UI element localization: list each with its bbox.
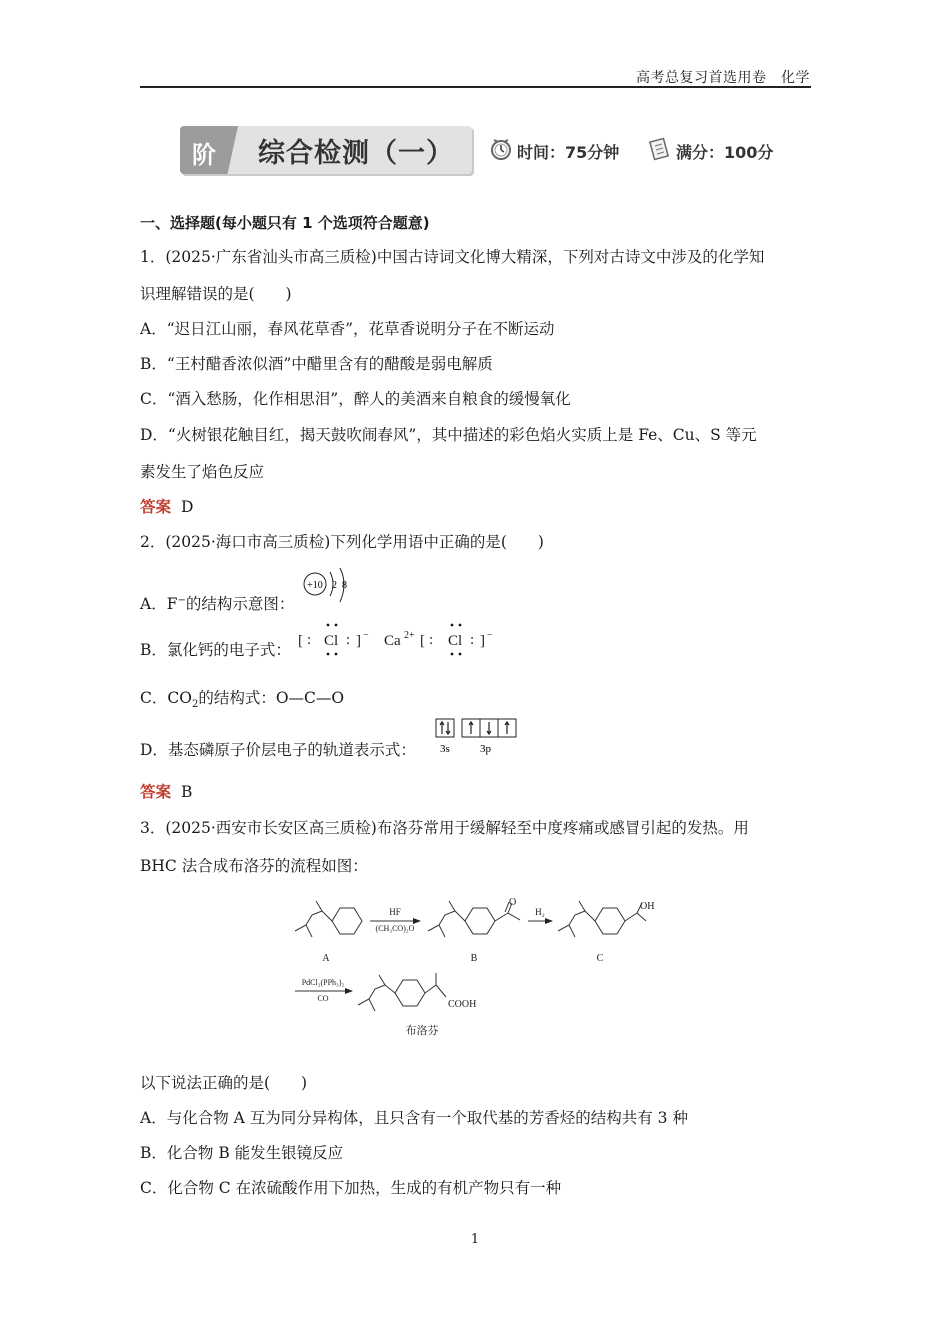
orbital-label-3p: 3p xyxy=(480,743,491,755)
svg-text:]: ] xyxy=(356,633,361,649)
svg-text:]: ] xyxy=(480,633,485,649)
chlorine-symbol-2: Cl xyxy=(448,633,463,649)
chloride-charge-2: − xyxy=(487,630,493,641)
compound-label-ibuprofen: 布洛芬 xyxy=(405,1025,439,1037)
q1-option-c: C．“酒入愁肠，化作相思泪”，醉人的美酒来自粮食的缓慢氧化 xyxy=(140,390,571,408)
q2-option-a: A．F−的结构示意图： xyxy=(140,595,295,614)
full-score: 满分：100分 xyxy=(676,143,774,162)
compound-label-a: A xyxy=(322,953,330,964)
svg-text::: : xyxy=(346,632,351,648)
shell-2-count: 8 xyxy=(342,580,347,591)
q2-option-d-label: D．基态磷原子价层电子的轨道表示式： xyxy=(140,741,416,759)
reagent-co: CO xyxy=(317,994,329,1003)
score-sheet-icon xyxy=(648,137,672,163)
q1-option-b: B．“王村醋香浓似酒”中醋里含有的醋酸是弱电解质 xyxy=(140,355,493,373)
compound-label-c: C xyxy=(596,953,604,964)
calcium-symbol: Ca xyxy=(384,633,401,649)
carboxyl-group: COOH xyxy=(448,999,477,1010)
q1-option-d-line1: D．“火树银花触目红，揭天鼓吹闹春风”，其中描述的彩色焰火实质上是 Fe、Cu、S 等元 xyxy=(140,426,757,444)
phosphorus-orbital-diagram xyxy=(434,717,518,757)
compound-label-b: B xyxy=(470,953,478,964)
svg-text:[: [ xyxy=(420,633,425,649)
q2-answer xyxy=(140,782,192,802)
banner-badge-mark: 阶 xyxy=(192,141,213,169)
svg-text:[: [ xyxy=(298,633,303,649)
q3-prompt: 以下说法正确的是( ) xyxy=(140,1074,308,1092)
calcium-chloride-electron-formula xyxy=(296,620,516,660)
q1-answer xyxy=(140,497,193,517)
page-title: 综合检测（一） xyxy=(258,138,454,169)
ibuprofen-synthesis-scheme xyxy=(290,893,670,1043)
q3-option-b: B．化合物 B 能发生银镜反应 xyxy=(140,1144,344,1162)
chloride-charge-1: − xyxy=(363,630,369,641)
chlorine-symbol-1: Cl xyxy=(324,633,339,649)
reagent-pd-catalyst: PdCl₂(PPh₃)₂ xyxy=(301,978,345,987)
ketone-oxygen: O xyxy=(509,897,517,908)
hydroxyl-group: OH xyxy=(640,901,655,912)
q1-stem-line2: 识理解错误的是( ) xyxy=(140,285,292,303)
svg-text::: : xyxy=(429,632,434,648)
q1-option-d-line2: 素发生了焰色反应 xyxy=(140,463,265,481)
q2-option-b-label: B．氯化钙的电子式： xyxy=(140,641,291,659)
q3-option-a: A．与化合物 A 互为同分异构体，且只含有一个取代基的芳香烃的结构共有 3 种 xyxy=(140,1109,688,1127)
reagent-acetic-anhydride: (CH₃CO)₂O xyxy=(375,924,415,933)
running-header: 高考总复习首选用卷 化学 xyxy=(636,70,810,86)
q1-stem-line1: 1．(2025·广东省汕头市高三质检)中国古诗词文化博大精深，下列对古诗文中涉及的化学知 xyxy=(140,248,765,266)
q3-stem-line2: BHC 法合成布洛芬的流程如图： xyxy=(140,857,368,875)
q3-stem-line1: 3．(2025·西安市长安区高三质检)布洛芬常用于缓解轻至中度疼痛或感冒引起的发热。用 xyxy=(140,819,749,837)
header-rule xyxy=(140,86,811,88)
svg-text::: : xyxy=(307,632,312,648)
q2-option-c: C．$CO_2$的结构式：O—C—O xyxy=(140,689,345,711)
clock-icon xyxy=(489,136,513,162)
shell-1-count: 2 xyxy=(332,580,337,591)
q2-stem: 2．(2025·海口市高三质检)下列化学用语中正确的是( ) xyxy=(140,533,544,551)
answer-label: 答案 xyxy=(140,498,172,516)
q1-option-a: A．“迟日江山丽，春风花草香”，花草香说明分子在不断运动 xyxy=(140,320,555,338)
calcium-charge: 2+ xyxy=(404,630,415,641)
answer-label: 答案 xyxy=(140,783,172,801)
answer-value: D xyxy=(181,498,194,516)
reagent-h2: H₂ xyxy=(535,907,545,917)
fluoride-ion-diagram xyxy=(300,566,356,612)
nucleus-charge: +10 xyxy=(307,580,323,591)
answer-value: B xyxy=(181,783,193,801)
section-title: 一、选择题(每小题只有 1 个选项符合题意) xyxy=(140,214,430,232)
orbital-label-3s: 3s xyxy=(440,743,450,755)
svg-text::: : xyxy=(470,632,475,648)
reagent-hf: HF xyxy=(389,907,401,917)
page-number: 1 xyxy=(470,1232,480,1247)
time-limit: 时间：75分钟 xyxy=(517,143,620,162)
q3-option-c: C．化合物 C 在浓硫酸作用下加热，生成的有机产物只有一种 xyxy=(140,1179,562,1197)
